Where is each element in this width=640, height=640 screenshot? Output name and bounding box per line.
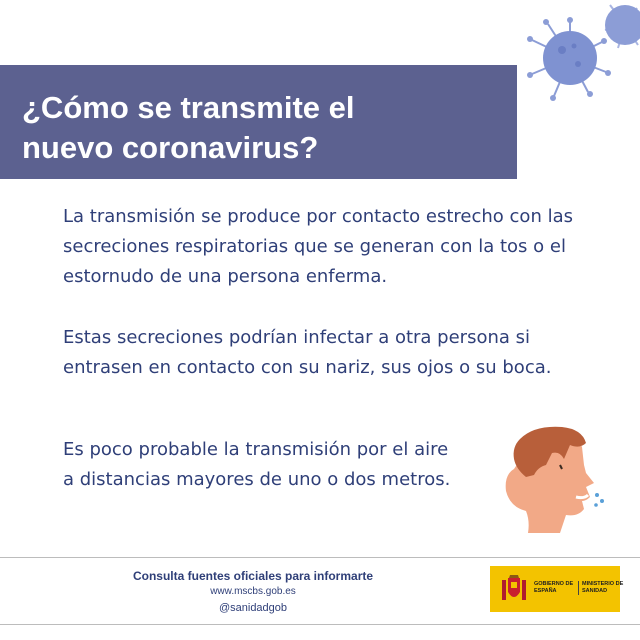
paragraph-transmission: La transmisión se produce por contacto estrecho con las secreciones respiratorias que se generan con la tos o el estornudo de una persona enferma.	[63, 206, 573, 287]
sneezing-person-icon	[490, 425, 610, 535]
spain-coat-of-arms-icon	[500, 574, 528, 604]
logo-ministry-text: MINISTERIO DE SANIDAD	[578, 581, 626, 595]
footer-consult-text: Consulta fuentes oficiales para informarte	[132, 569, 374, 583]
title-line-2: nuevo coronavirus?	[22, 130, 319, 165]
logo-government-text: GOBIERNO DE ESPAÑA	[534, 581, 574, 594]
government-logo	[490, 566, 624, 612]
footer-social-handle[interactable]: @sanidadgob	[218, 602, 288, 614]
paragraph-secretions: Estas secreciones podrían infectar a otra persona si entrasen en contacto con su nariz, sus ojos o su boca.	[63, 327, 552, 378]
title-line-1: ¿Cómo se transmite el	[22, 90, 355, 125]
footer-website-link[interactable]: www.mscbs.gob.es	[210, 586, 296, 597]
paragraph-airborne: Es poco probable la transmisión por el aire a distancias mayores de uno o dos metros.	[63, 439, 451, 490]
footer-divider-bottom	[0, 624, 640, 625]
coronavirus-icon	[510, 0, 640, 110]
page-title	[22, 88, 502, 168]
footer-divider-top	[0, 557, 640, 558]
